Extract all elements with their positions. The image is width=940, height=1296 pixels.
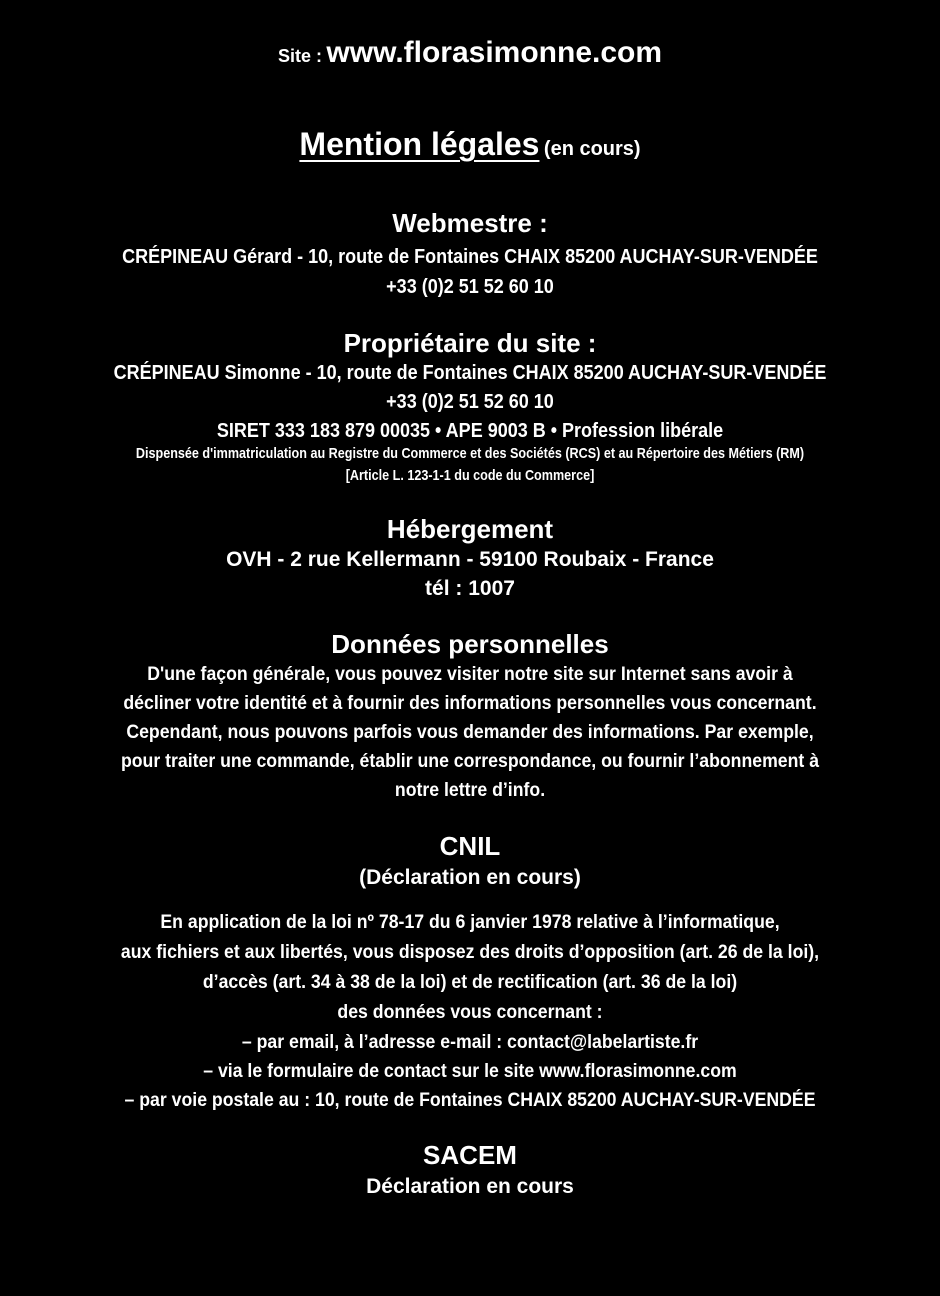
page-title <box>0 126 940 163</box>
donnees-heading: Données personnelles <box>331 629 609 659</box>
cnil-line: d’accès (art. 34 à 38 de la loi) et de rectification (art. 36 de la loi) <box>202 972 738 993</box>
proprietaire-dispense: Dispensée d'immatriculation au Registre du Commerce et des Sociétés (RCS) et au Répertoire des Métiers (RM) <box>135 445 805 462</box>
site-prefix: Site : <box>277 46 322 66</box>
cnil-postal-line: – par voie postale au : 10, route de Fontaines CHAIX 85200 AUCHAY-SUR-VENDÉE <box>124 1090 816 1111</box>
site-line <box>0 36 940 70</box>
webmestre-address: CRÉPINEAU Gérard - 10, route de Fontaines CHAIX 85200 AUCHAY-SUR-VENDÉE <box>122 246 818 268</box>
cnil-email-line[interactable]: – par email, à l’adresse e-mail : contact@labelartiste.fr <box>241 1032 699 1053</box>
proprietaire-address: CRÉPINEAU Simonne - 10, route de Fontaines CHAIX 85200 AUCHAY-SUR-VENDÉE <box>113 362 827 384</box>
proprietaire-phone: +33 (0)2 51 52 60 10 <box>386 391 554 413</box>
site-url-link[interactable]: www.florasimonne.com <box>326 36 663 69</box>
page-title-status: (en cours) <box>543 138 641 160</box>
cnil-line: aux fichiers et aux libertés, vous disposez des droits d’opposition (art. 26 de la loi), <box>120 942 820 963</box>
proprietaire-siret: SIRET 333 183 879 00035 • APE 9003 B • Profession libérale <box>216 420 724 442</box>
donnees-line: D'une façon générale, vous pouvez visiter notre site sur Internet sans avoir à <box>147 664 793 685</box>
webmestre-phone: +33 (0)2 51 52 60 10 <box>386 276 554 298</box>
sacem-status: Déclaration en cours <box>366 1175 574 1198</box>
proprietaire-article: [Article L. 123-1-1 du code du Commerce] <box>345 467 595 484</box>
hebergement-phone: tél : 1007 <box>425 577 515 600</box>
donnees-line: Cependant, nous pouvons parfois vous demander des informations. Par exemple, <box>126 722 814 743</box>
sacem-heading: SACEM <box>423 1140 517 1170</box>
cnil-line: En application de la loi nº 78-17 du 6 janvier 1978 relative à l’informatique, <box>160 912 780 933</box>
cnil-status: (Déclaration en cours) <box>359 866 581 889</box>
hebergement-heading: Hébergement <box>386 514 554 544</box>
cnil-form-line[interactable]: – via le formulaire de contact sur le site www.florasimonne.com <box>203 1061 737 1082</box>
donnees-line: notre lettre d’info. <box>394 780 546 801</box>
donnees-line: décliner votre identité et à fournir des informations personnelles vous concernant. <box>123 693 817 714</box>
cnil-heading: CNIL <box>439 831 501 861</box>
webmestre-heading: Webmestre : <box>392 208 548 238</box>
hebergement-address: OVH - 2 rue Kellermann - 59100 Roubaix - France <box>226 548 714 571</box>
proprietaire-heading: Propriétaire du site : <box>343 328 597 358</box>
donnees-line: pour traiter une commande, établir une correspondance, ou fournir l’abonnement à <box>120 751 820 772</box>
page-title-main: Mention légales <box>299 126 540 162</box>
cnil-line: des données vous concernant : <box>337 1002 603 1023</box>
